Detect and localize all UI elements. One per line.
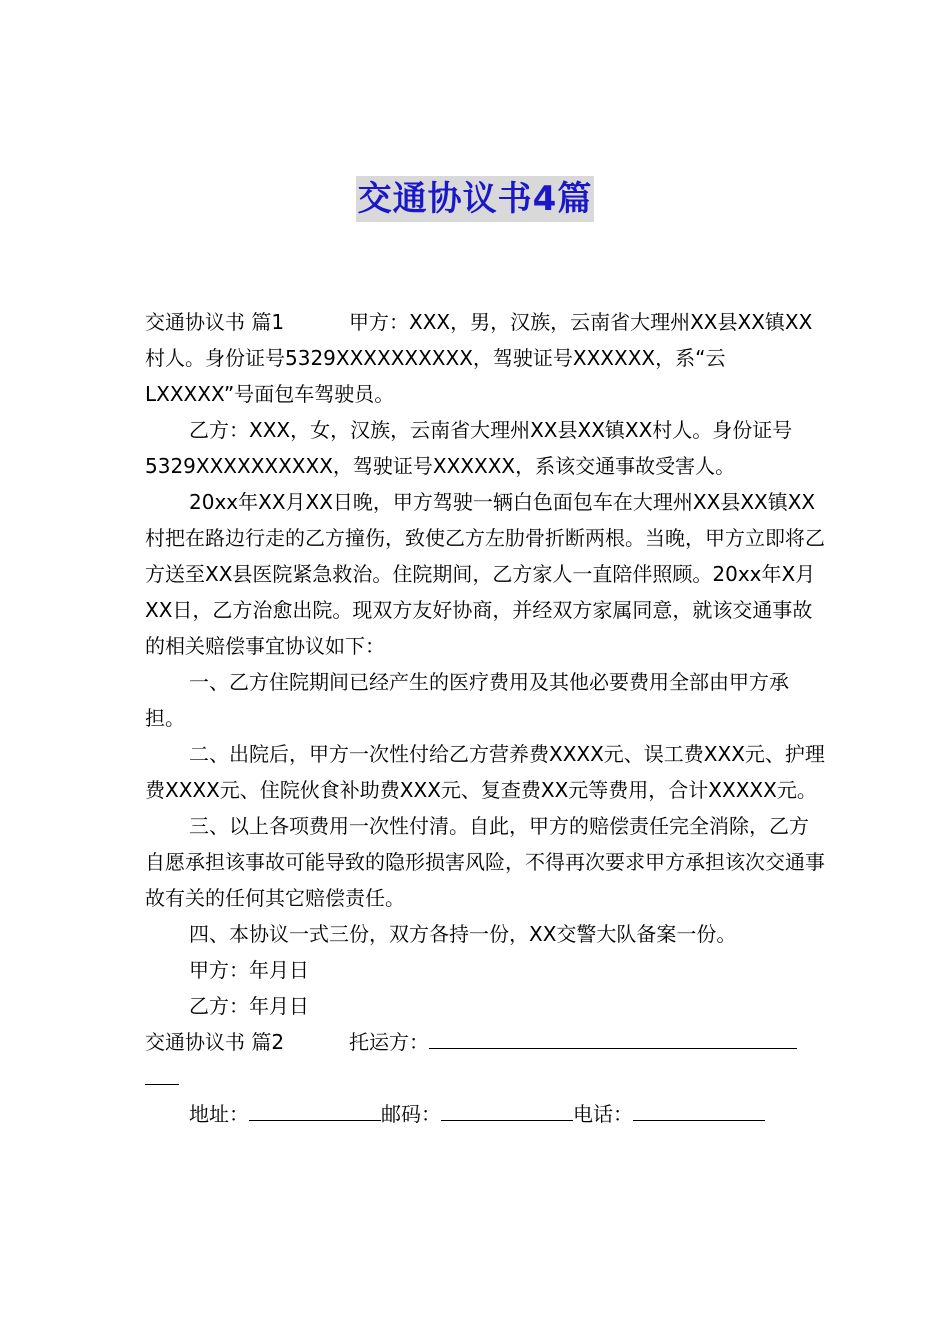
shipper-label: 托运方：: [349, 1030, 429, 1054]
phone-blank: [633, 1098, 765, 1121]
shipper-blank: [429, 1026, 797, 1049]
address-label: 地址：: [189, 1102, 249, 1126]
part1-heading: 交通协议书 篇1: [145, 310, 285, 334]
party-a-info: 甲方：XXX，男，汉族，云南省大理州XX县XX镇XX村人。身份证号5329XXXXXXXXXX，驾驶证号XXXXXX，系“云LXXXXX”号面包车驾驶员。: [145, 310, 813, 406]
clause-2: 二、出院后，甲方一次性付给乙方营养费XXXX元、误工费XXX元、护理费XXXX元、住院伙食补助费XXX元、复查费XX元等费用，合计XXXXX元。: [145, 742, 825, 802]
document-body: [145, 304, 825, 1132]
accident-description: 20xx年XX月XX日晚，甲方驾驶一辆白色面包车在大理州XX县XX镇XX村把在路边行走的乙方撞伤，致使乙方左肋骨折断两根。当晚，甲方立即将乙方送至XX县医院紧急救治。住院期间，乙方家人一直陪伴照顾。20xx年X月XX日，乙方治愈出院。现双方友好协商，并经双方家属同意，就该交通事故的相关赔偿事宜协议如下：: [145, 490, 825, 658]
postcode-label: 邮码：: [381, 1102, 441, 1126]
contact-line: [145, 1096, 825, 1132]
part2-paragraph: [145, 1024, 825, 1096]
part1-paragraph: [145, 304, 825, 412]
document-title: 交通协议书4篇: [356, 176, 595, 222]
title-container: [0, 176, 950, 222]
clause-1: 一、乙方住院期间已经产生的医疗费用及其他必要费用全部由甲方承担。: [145, 670, 789, 730]
address-blank: [249, 1098, 381, 1121]
shipper-blank-continued: [145, 1062, 179, 1085]
signature-party-b: 乙方：年月日: [189, 994, 309, 1018]
part2-heading: 交通协议书 篇2: [145, 1030, 285, 1054]
clause-4: 四、本协议一式三份，双方各持一份，XX交警大队备案一份。: [189, 922, 737, 946]
signature-party-a: 甲方：年月日: [189, 958, 309, 982]
phone-label: 电话：: [573, 1102, 633, 1126]
clause-3: 三、以上各项费用一次性付清。自此，甲方的赔偿责任完全消除，乙方自愿承担该事故可能导致的隐形损害风险，不得再次要求甲方承担该次交通事故有关的任何其它赔偿责任。: [145, 814, 825, 910]
postcode-blank: [441, 1098, 573, 1121]
party-b-info: 乙方：XXX，女，汉族，云南省大理州XX县XX镇XX村人。身份证号5329XXXXXXXXXX，驾驶证号XXXXXX，系该交通事故受害人。: [145, 418, 793, 478]
